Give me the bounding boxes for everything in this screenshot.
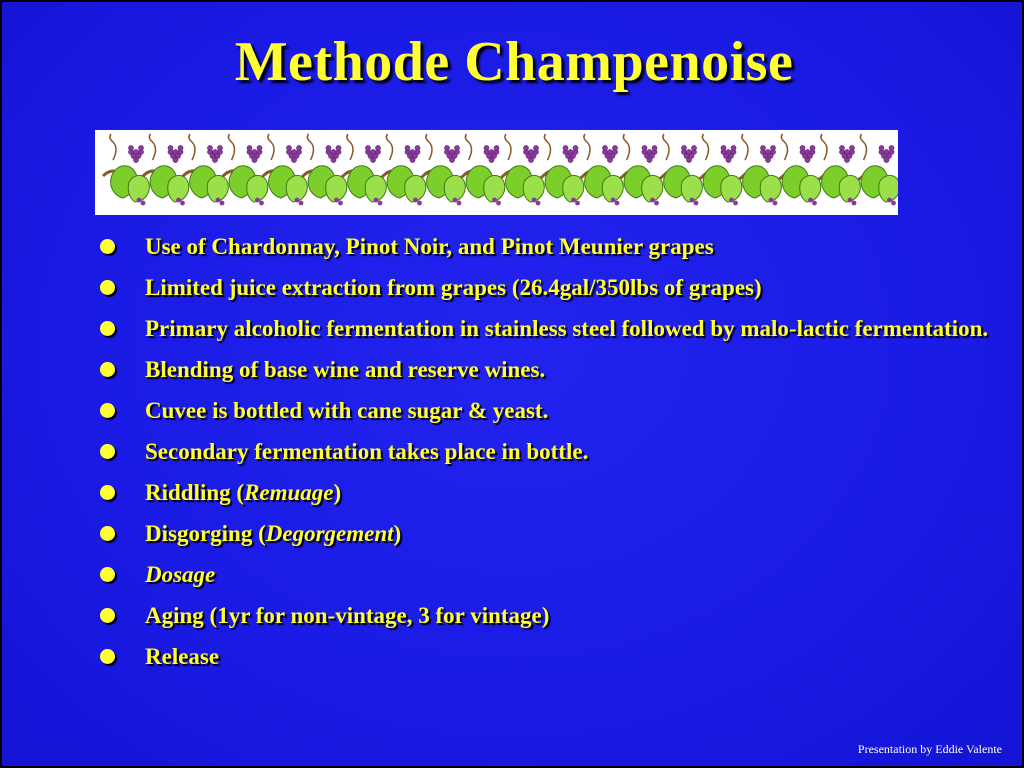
bullet-item-aging: Aging (1yr for non-vintage, 3 for vintage) (2, 600, 1024, 631)
bullet-item-dosage: Dosage (2, 559, 1024, 590)
bullet-dot-icon (100, 444, 115, 459)
bullet-item-riddling: Riddling (Remuage) (2, 477, 1024, 508)
bullet-item-blending: Blending of base wine and reserve wines. (2, 354, 1024, 385)
bullet-dot-icon (100, 567, 115, 582)
bullet-item-juice-extraction: Limited juice extraction from grapes (26.4gal/350lbs of grapes) (2, 272, 1024, 303)
bullet-dot-icon (100, 649, 115, 664)
footer-credit: Presentation by Eddie Valente (857, 742, 1002, 756)
slide-title: Methode Champenoise (234, 31, 794, 93)
bullet-item-primary-fermentation: Primary alcoholic fermentation in stainless steel followed by malo-lactic fermentation. (2, 313, 1024, 344)
bullet-item-disgorging: Disgorging (Degorgement) (2, 518, 1024, 549)
bullet-item-grapes: Use of Chardonnay, Pinot Noir, and Pinot Meunier grapes (2, 231, 1024, 262)
bullet-item-cuvee: Cuvee is bottled with cane sugar & yeast. (2, 395, 1024, 426)
bullet-dot-icon (100, 403, 115, 418)
bullet-dot-icon (100, 526, 115, 541)
bullet-dot-icon (100, 321, 115, 336)
bullet-dot-icon (100, 362, 115, 377)
bullet-item-release: Release (2, 641, 1024, 672)
bullet-dot-icon (100, 280, 115, 295)
bullet-dot-icon (100, 608, 115, 623)
grapevine-banner (95, 130, 898, 215)
bullet-dot-icon (100, 239, 115, 254)
grapevine-icon (95, 130, 898, 215)
bullet-list (2, 231, 1024, 682)
bullet-item-secondary-fermentation: Secondary fermentation takes place in bottle. (2, 436, 1024, 467)
bullet-dot-icon (100, 485, 115, 500)
